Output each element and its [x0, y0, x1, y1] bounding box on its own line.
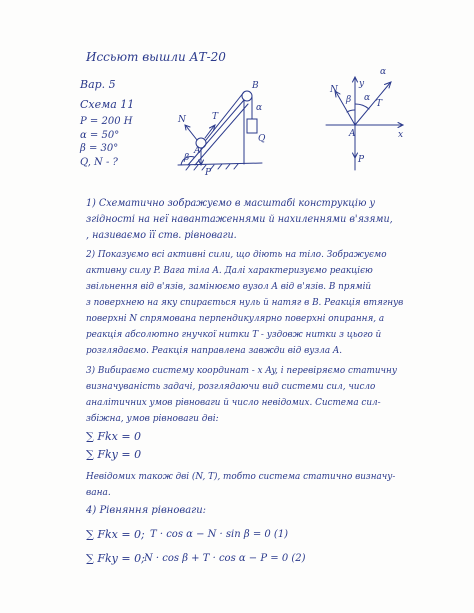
equations-title: 4) Рівняння рівноваги:: [86, 505, 207, 516]
step1-line3: , називаємо її ств. рівноваги.: [86, 230, 237, 241]
scheme-label: Схема 11: [80, 98, 135, 111]
equation1-rhs: T · cos α − N · sin β = 0 (1): [150, 529, 289, 540]
t-vector: [355, 83, 390, 125]
conclusion-line1: Невідомих також дві (N, T), тобто система статично визначу-: [86, 472, 396, 482]
given-force: P = 200 Н: [80, 116, 133, 127]
fd-label-t: T: [376, 99, 383, 109]
step2-line2: активну силу P. Вага тіла A. Далі характеризуємо реакцією: [86, 266, 373, 276]
document-title: Иссьют вышли АТ-20: [86, 50, 226, 64]
given-unknowns: Q, N - ?: [80, 157, 118, 168]
label-p: P: [205, 168, 212, 178]
label-n: N: [178, 115, 186, 125]
step1-line2: згідності на неї навантаженнями й нахиленнями в'язями,: [86, 214, 393, 225]
conclusion-line2: вана.: [86, 488, 111, 498]
fd-label-y: y: [359, 79, 365, 89]
step2-line1: 2) Показуємо всі активні сили, що діють на тіло. Зображуємо: [86, 250, 387, 260]
step3-line2: визначуваність задачі, розглядаючи вид системи сил, число: [86, 382, 376, 392]
label-q: Q: [258, 134, 266, 144]
fd-label-alpha: α: [364, 93, 371, 103]
fd-label-p: P: [358, 155, 365, 165]
fd-label-alpha-corner: α: [380, 67, 387, 77]
step2-line6: реакція абсолютно гнучкої нитки T - уздовж нитки з цього й: [86, 330, 382, 340]
fd-label-n: N: [330, 85, 338, 95]
fd-label-beta: β: [346, 95, 352, 105]
equation2-lhs: ∑ Fky = 0;: [86, 552, 145, 565]
step2-line5: поверхні N спрямована перпендикулярно поверхні опирання, а: [86, 314, 385, 324]
label-alpha: α: [256, 103, 263, 113]
step2-line3: звільнення від в'язів, замінюємо вузол A від в'язів. В прямій: [86, 282, 372, 292]
fd-label-a: A: [349, 129, 356, 139]
force-n-arrow: [186, 126, 197, 140]
weight-q: [247, 119, 257, 133]
given-alpha: α = 50°: [80, 130, 120, 141]
step1-line1: 1) Cхематично зображуємо в масштабі конструкцію у: [86, 198, 376, 209]
label-t: T: [212, 112, 219, 122]
beta-angle-arc: [347, 110, 355, 112]
ground-line: [178, 163, 262, 165]
step2-line4: з поверхнею на яку спирається нуль й натяг в B. Реакція втягнув: [86, 298, 404, 308]
sum-fy: ∑ Fky = 0: [86, 448, 142, 461]
fd-label-x: x: [398, 130, 404, 140]
equation2-rhs: N · cos β + T · cos α − P = 0 (2): [144, 553, 306, 564]
step3-line1: 3) Вибираємо систему координат - x Ay, і перевіряємо статичну: [86, 366, 397, 376]
equation1-lhs: ∑ Fkx = 0;: [86, 528, 145, 541]
label-b: B: [252, 81, 259, 91]
sum-fx: ∑ Fkx = 0: [86, 430, 142, 443]
variant-label: Вар. 5: [80, 78, 116, 91]
step3-line3: аналітичних умов рівноваги й число невідомих. Система сил-: [86, 398, 381, 408]
alpha-angle-arc: [355, 104, 369, 109]
label-a: A: [194, 146, 201, 156]
given-beta: β = 30°: [80, 143, 119, 154]
step3-line4: збіжна, умов рівноваги дві:: [86, 414, 219, 424]
label-beta: β: [184, 153, 190, 163]
step2-line7: розглядаємо. Реакція направлена завжди від вузла A.: [86, 346, 343, 356]
